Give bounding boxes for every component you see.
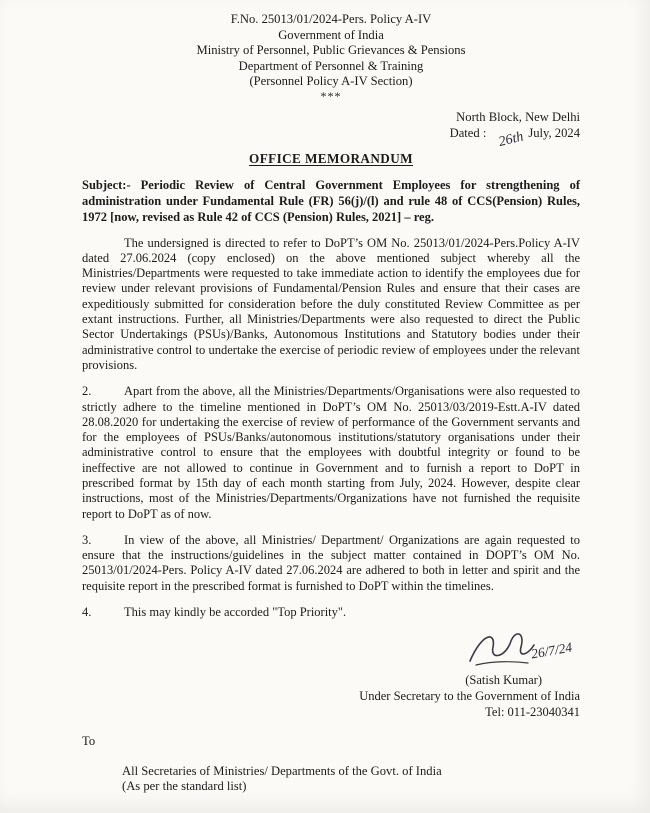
date-suffix: July, 2024 [528,125,580,140]
divider-stars: *** [320,88,342,103]
signature-block [82,631,580,720]
signatory-telephone: Tel: 011-23040341 [485,704,580,719]
org-ministry: Ministry of Personnel, Public Grievances & Pensions [196,43,466,58]
handwritten-signature-date: 26/7/24 [529,639,573,662]
place-line: North Block, New Delhi [456,109,580,124]
memorandum-title: OFFICE MEMORANDUM [249,151,413,167]
paragraph-3-number: 3. [82,532,92,547]
signature-area [82,631,580,673]
date-prefix: Dated : [449,125,487,140]
paragraph-2-text: Apart from the above, all the Ministries/Departments/Organisations were also requested to strictly adhere to the timeline mentioned in DoPT’s OM No. 25013/03/2019-Estt.A-IV dated 28.08.2020 for undertaking the exercise of review of performance of the Government servants and for the employees of PSUs/Banks/autonomous institutions/statutory organisations under their administrative control to ensure that the employees with doubtful integrity or found to be ineffective are not allowed to continue in Government and to furnish a report to DoPT in prescribed format by 15th day of each month starting from July, 2024. However, despite clear instructions, most of the Ministries/Departments/Organizations have not furnished the requisite report to DoPT as of now. [82,384,580,521]
signature-icon [462,627,540,671]
org-section: (Personnel Policy A-IV Section) [249,74,413,89]
paragraph-2 [82,384,580,522]
place-date-block [82,109,580,150]
org-department: Department of Personnel & Training [238,58,424,73]
addressee-block [82,734,580,795]
paragraph-4 [82,605,580,620]
signatory-name: (Satish Kumar) [465,673,542,688]
paragraph-3 [82,533,580,594]
date-line [82,125,580,150]
file-number: F.No. 25013/01/2024-Pers. Policy A-IV [230,12,432,26]
subject-line: Subject:- Periodic Review of Central Government Employees for strengthening of administration under Fundamental Rule (FR) 56(j)/(l) and rule 48 of CCS(Pension) Rules, 1972 [now, revised as Rule 42 of CCS (Pension) Rules, 2021] – reg. [82,178,580,224]
to-label: To [82,734,96,749]
handwritten-date: 26th [497,128,526,150]
org-government: Government of India [278,27,384,42]
letterhead [82,12,580,102]
paragraph-4-number: 4. [82,605,92,620]
addressee-line-1: All Secretaries of Ministries/ Departments of the Govt. of India [122,763,442,778]
paragraph-4-text: This may kindly be accorded "Top Priority". [124,605,347,620]
signatory-designation: Under Secretary to the Government of India [359,688,580,703]
paragraph-2-number: 2. [82,384,92,399]
paragraph-1: The undersigned is directed to refer to DoPT’s OM No. 25013/01/2024-Pers.Policy A-IV dated 27.06.2024 (copy enclosed) on the above mentioned subject whereby all the Ministries/Departments were requested to take immediate action to identify the employees due for review under relevant provisions of Fundamental/Pension Rules and ensure that their cases are expeditiously submitted for consideration before the duly constituted Review Committee as per extant instructions. Further, all Ministries/Departments were also requested to direct the Public Sector Undertakings (PSUs)/Banks, Autonomous Institutions and Statutory bodies under their administrative control to undertake the exercise of periodic review of employees under the relevant provisions. [82,235,580,372]
paragraph-3-text: In view of the above, all Ministries/ Department/ Organizations are again requested to ensure that the instructions/guidelines in the subject matter contained in DOPT’s OM No. 25013/01/2024-Pers. Policy A-IV dated 27.06.2024 are adhered to both in letter and spirit and the requisite report in the prescribed format is furnished to DoPT within the timelines. [82,532,580,593]
addressee-line-2: (As per the standard list) [122,779,247,794]
